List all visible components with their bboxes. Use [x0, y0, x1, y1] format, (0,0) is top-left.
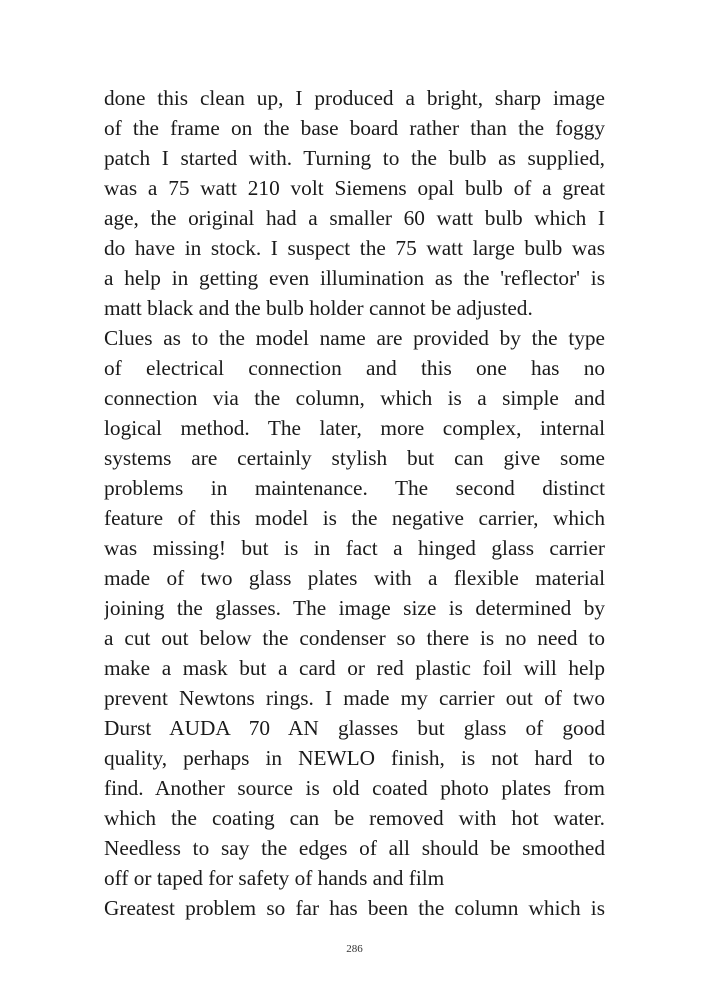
page-number: 286	[346, 943, 363, 955]
text-line: prevent Newtons rings. I made my carrier out of two	[104, 686, 605, 710]
text-line: a cut out below the condenser so there is no need to	[104, 626, 605, 650]
text-line: make a mask but a card or red plastic foil will help	[104, 656, 605, 680]
text-line: matt black and the bulb holder cannot be adjusted.	[104, 296, 533, 320]
text-line: which the coating can be removed with hot water.	[104, 806, 605, 830]
text-line: connection via the column, which is a simple and	[104, 386, 605, 410]
text-line: a help in getting even illumination as the 'reflector' is	[104, 266, 605, 290]
text-line: Needless to say the edges of all should be smoothed	[104, 836, 605, 860]
text-line: of the frame on the base board rather than the foggy	[104, 116, 605, 140]
text-line: joining the glasses. The image size is determined by	[104, 596, 605, 620]
text-line: was a 75 watt 210 volt Siemens opal bulb of a great	[104, 176, 605, 200]
text-line: of electrical connection and this one has no	[104, 356, 605, 380]
text-line: Greatest problem so far has been the column which is	[104, 896, 605, 920]
text-line: off or taped for safety of hands and film	[104, 866, 445, 890]
text-line: was missing! but is in fact a hinged glass carrier	[104, 536, 605, 560]
text-line: Durst AUDA 70 AN glasses but glass of good	[104, 716, 605, 740]
text-line: systems are certainly stylish but can give some	[104, 446, 605, 470]
body-text	[104, 83, 605, 923]
text-line: feature of this model is the negative carrier, which	[104, 506, 605, 530]
text-line: made of two glass plates with a flexible material	[104, 566, 605, 590]
text-line: find. Another source is old coated photo plates from	[104, 776, 605, 800]
text-line: patch I started with. Turning to the bulb as supplied,	[104, 146, 605, 170]
text-line: problems in maintenance. The second distinct	[104, 476, 605, 500]
text-line: quality, perhaps in NEWLO finish, is not hard to	[104, 746, 605, 770]
text-line: age, the original had a smaller 60 watt bulb which I	[104, 206, 605, 230]
text-line: do have in stock. I suspect the 75 watt large bulb was	[104, 236, 605, 260]
text-line: logical method. The later, more complex, internal	[104, 416, 605, 440]
text-line: Clues as to the model name are provided by the type	[104, 326, 605, 350]
text-line: done this clean up, I produced a bright, sharp image	[104, 86, 605, 110]
